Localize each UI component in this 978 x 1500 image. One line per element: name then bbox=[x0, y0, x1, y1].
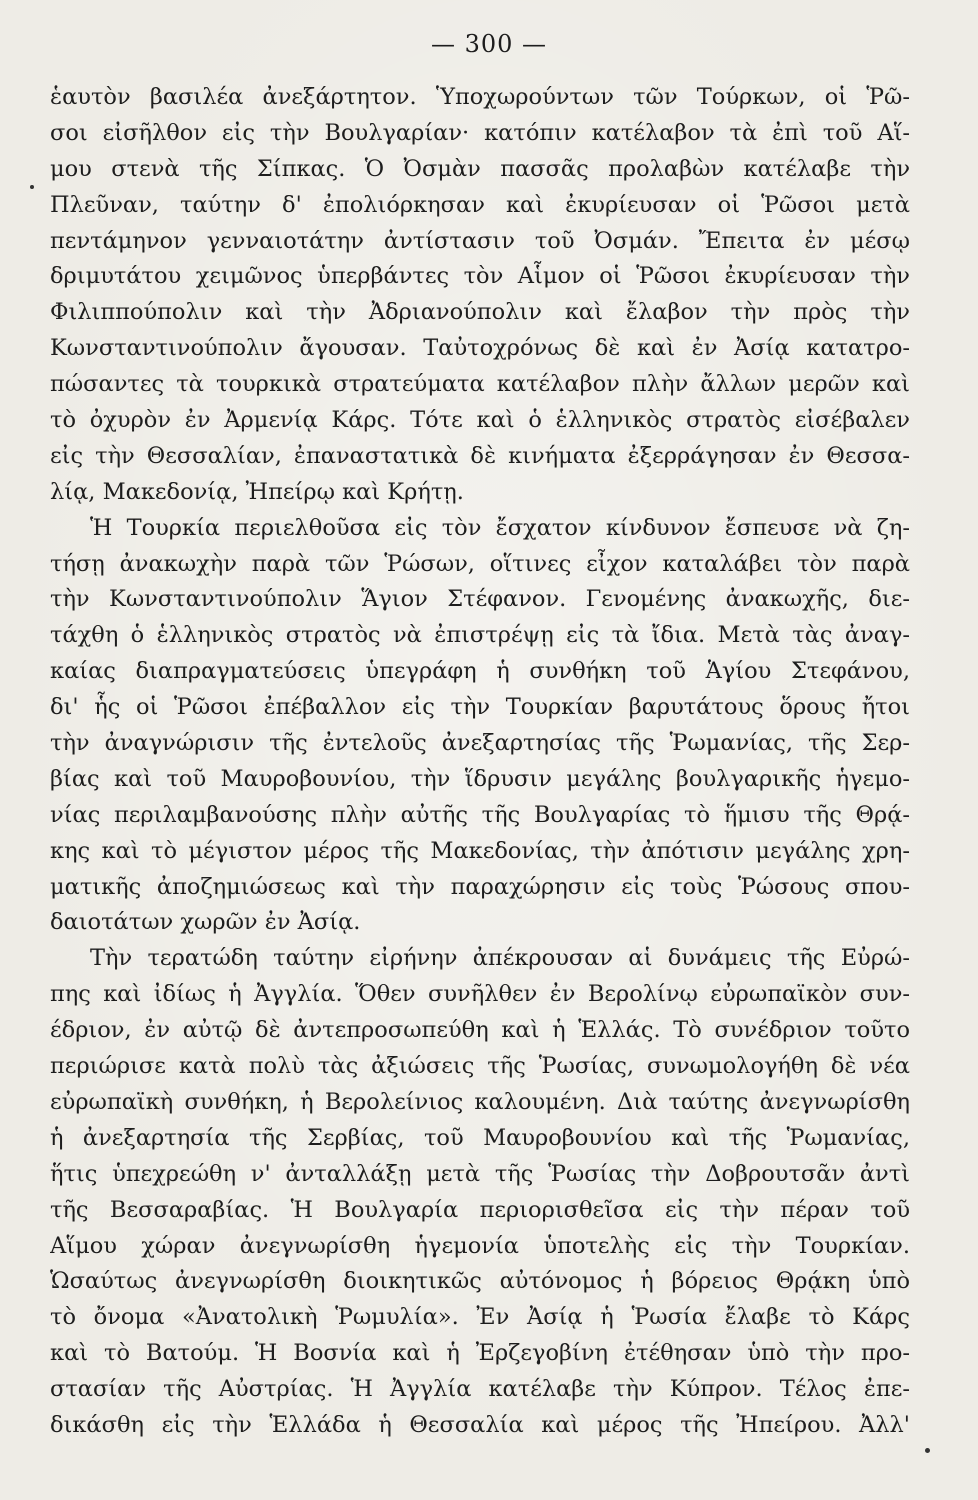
text-line: Ἡ Τουρκία περιελθοῦσα εἰς τὸν ἔσχατον κίνδυνον ἔσπευσε νὰ ζη- bbox=[90, 514, 910, 541]
text-line: τὴν Κωνσταντινούπολιν Ἅγιον Στέφανον. Γενομένης ἀνακωχῆς, διε- bbox=[50, 586, 910, 613]
text-line: πώσαντες τὰ τουρκικὰ στρατεύματα κατέλαβον πλὴν ἄλλων μερῶν καὶ bbox=[50, 371, 910, 398]
text-line: Τὴν τερατώδη ταύτην εἰρήνην ἀπέκρουσαν αἱ δυνάμεις τῆς Εὐρώ- bbox=[90, 945, 910, 972]
text-line: εὐρωπαϊκὴ συνθήκη, ἡ Βερολείνιος καλουμένη. Διὰ ταύτης ἀνεγνωρίσθη bbox=[50, 1088, 910, 1115]
text-line: Φιλιππούπολιν καὶ τὴν Ἀδριανούπολιν καὶ ἔλαβον τὴν πρὸς τὴν bbox=[50, 299, 910, 326]
text-line: Πλεῦναν, ταύτην δ' ἐπολιόρκησαν καὶ ἐκυρίευσαν οἱ Ῥῶσοι μετὰ bbox=[50, 191, 910, 218]
text-line: μου στενὰ τῆς Σίπκας. Ὁ Ὀσμὰν πασσᾶς προλαβὼν κατέλαβε τὴν bbox=[50, 155, 910, 182]
text-line: Κωνσταντινούπολιν ἄγουσαν. Ταὐτοχρόνως δὲ καὶ ἐν Ἀσίᾳ κατατρο- bbox=[50, 335, 910, 362]
text-line: τὴν ἀναγνώρισιν τῆς ἐντελοῦς ἀνεξαρτησίας τῆς Ῥωμανίας, τῆς Σερ- bbox=[50, 730, 910, 757]
scan-speck bbox=[925, 1448, 930, 1453]
text-line: στασίαν τῆς Αὐστρίας. Ἡ Ἀγγλία κατέλαβε τὴν Κύπρον. Τέλος ἐπε- bbox=[50, 1376, 910, 1403]
text-line: ἑαυτὸν βασιλέα ἀνεξάρτητον. Ὑποχωρούντων τῶν Τούρκων, οἱ Ῥῶ- bbox=[50, 84, 910, 110]
text-line: τήσῃ ἀνακωχὴν παρὰ τῶν Ῥώσων, οἵτινες εἶχον καταλάβει τὸν παρὰ bbox=[50, 550, 910, 577]
paragraph-1 bbox=[50, 80, 910, 511]
text-line: δριμυτάτου χειμῶνος ὑπερβάντες τὸν Αἷμον οἱ Ῥῶσοι ἐκυρίευσαν τὴν bbox=[50, 263, 910, 290]
text-line: τῆς Βεσσαραβίας. Ἡ Βουλγαρία περιορισθεῖσα εἰς τὴν πέραν τοῦ bbox=[50, 1196, 910, 1223]
text-line: νίας περιλαμβανούσης πλὴν αὐτῆς τῆς Βουλγαρίας τὸ ἥμισυ τῆς Θρᾴ- bbox=[50, 801, 910, 828]
body-text bbox=[50, 80, 910, 1444]
paragraph-2 bbox=[50, 511, 910, 942]
text-line: τὸ ὀχυρὸν ἐν Ἀρμενίᾳ Κάρς. Τότε καὶ ὁ ἑλληνικὸς στρατὸς εἰσέβαλεν bbox=[50, 407, 910, 434]
text-line: πεντάμηνον γενναιοτάτην ἀντίστασιν τοῦ Ὀσμάν. Ἔπειτα ἐν μέσῳ bbox=[50, 227, 910, 254]
text-line: εἰς τὴν Θεσσαλίαν, ἐπαναστατικὰ δὲ κινήματα ἐξερράγησαν ἐν Θεσσα- bbox=[50, 442, 910, 469]
text-line: τάχθη ὁ ἑλληνικὸς στρατὸς νὰ ἐπιστρέψῃ εἰς τὰ ἴδια. Μετὰ τὰς ἀναγ- bbox=[50, 622, 910, 649]
text-line: δικάσθη εἰς τὴν Ἑλλάδα ἡ Θεσσαλία καὶ μέρος τῆς Ἠπείρου. Ἀλλ' bbox=[50, 1411, 910, 1438]
text-line: Αἵμου χώραν ἀνεγνωρίσθη ἡγεμονία ὑποτελὴς εἰς τὴν Τουρκίαν. bbox=[50, 1232, 910, 1259]
text-line: ματικῆς ἀποζημιώσεως καὶ τὴν παραχώρησιν εἰς τοὺς Ῥώσους σπου- bbox=[50, 873, 910, 900]
text-line: Ὡσαύτως ἀνεγνωρίσθη διοικητικῶς αὐτόνομος ἡ βόρειος Θρᾴκη ὑπὸ bbox=[50, 1268, 910, 1295]
text-line: βίας καὶ τοῦ Μαυροβουνίου, τὴν ἵδρυσιν μεγάλης βουλγαρικῆς ἡγεμο- bbox=[50, 765, 910, 792]
text-line: περιώρισε κατὰ πολὺ τὰς ἀξιώσεις τῆς Ῥωσίας, συνωμολογήθη δὲ νέα bbox=[50, 1053, 910, 1080]
paragraph-3 bbox=[50, 941, 910, 1443]
text-line: πης καὶ ἰδίως ἡ Ἀγγλία. Ὅθεν συνῆλθεν ἐν Βερολίνῳ εὐρωπαϊκὸν συν- bbox=[50, 981, 910, 1008]
text-line: ἥτις ὑπεχρεώθη ν' ἀνταλλάξῃ μετὰ τῆς Ῥωσίας τὴν Δοβρουτσᾶν ἀντὶ bbox=[50, 1160, 910, 1187]
text-line: καίας διαπραγματεύσεις ὑπεγράφη ἡ συνθήκη τοῦ Ἁγίου Στεφάνου, bbox=[50, 658, 910, 685]
text-line: ἡ ἀνεξαρτησία τῆς Σερβίας, τοῦ Μαυροβουνίου καὶ τῆς Ῥωμανίας, bbox=[50, 1124, 910, 1151]
text-line: κης καὶ τὸ μέγιστον μέρος τῆς Μακεδονίας, τὴν ἀπότισιν μεγάλης χρη- bbox=[50, 837, 910, 864]
page-number: — 300 — bbox=[430, 30, 548, 58]
text-line: δαιοτάτων χωρῶν ἐν Ἀσίᾳ. bbox=[50, 909, 361, 936]
text-line: τὸ ὄνομα «Ἀνατολικὴ Ῥωμυλία». Ἐν Ἀσίᾳ ἡ Ῥωσία ἔλαβε τὸ Κάρς bbox=[50, 1304, 910, 1331]
scan-speck bbox=[30, 185, 34, 189]
text-line: σοι εἰσῆλθον εἰς τὴν Βουλγαρίαν· κατόπιν κατέλαβον τὰ ἐπὶ τοῦ Αἵ- bbox=[50, 119, 910, 146]
text-line: λίᾳ, Μακεδονίᾳ, Ἠπείρῳ καὶ Κρήτῃ. bbox=[50, 478, 464, 505]
text-line: δι' ἧς οἱ Ῥῶσοι ἐπέβαλλον εἰς τὴν Τουρκίαν βαρυτάτους ὅρους ἤτοι bbox=[50, 694, 910, 721]
text-line: καὶ τὸ Βατούμ. Ἡ Βοσνία καὶ ἡ Ἐρζεγοβίνη ἐτέθησαν ὑπὸ τὴν προ- bbox=[50, 1340, 910, 1367]
text-line: έδριον, ἐν αὐτῷ δὲ ἀντεπροσωπεύθη καὶ ἡ Ἑλλάς. Τὸ συνέδριον τοῦτο bbox=[50, 1017, 910, 1044]
